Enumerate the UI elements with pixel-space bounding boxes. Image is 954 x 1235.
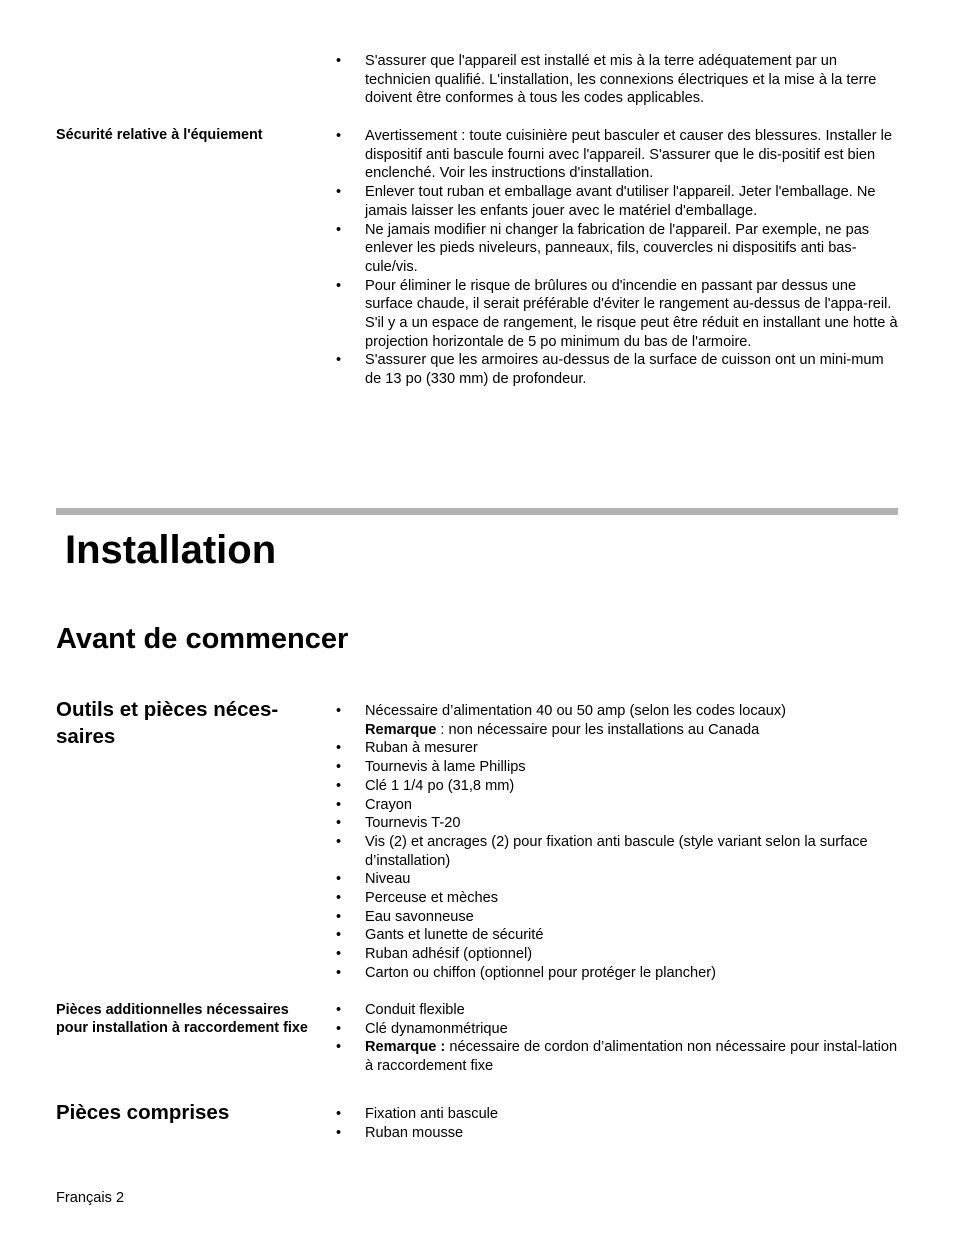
section-divider	[56, 508, 898, 515]
additional-list	[336, 1001, 902, 1076]
list-item: • Ruban adhésif (optionnel)	[336, 945, 902, 964]
list-item: • Clé dynamonmétrique	[336, 1020, 902, 1039]
list-item: • Tournevis T-20	[336, 814, 902, 833]
tools-list	[336, 702, 902, 983]
list-item: • Conduit flexible	[336, 1001, 902, 1020]
list-item: • S'assurer que l'appareil est installé et mis à la terre adéquatement par un technicien qualifié. L'installation, les connexions électriques et la mise à la terre doivent être conformes à tous les codes applicables.	[336, 52, 902, 108]
additional-label: Pièces additionnelles nécessaires pour installation à raccordement fixe	[56, 1002, 308, 1036]
page-footer: Français 2	[56, 1190, 125, 1206]
list-item: • Enlever tout ruban et emballage avant d'utiliser l'appareil. Jeter l'emballage. Ne jamais laisser les enfants jouer avec le matériel d'emballage.	[336, 183, 902, 220]
list-item: • Perceuse et mèches	[336, 889, 902, 908]
list-item: • Fixation anti bascule	[336, 1105, 902, 1124]
tools-first-item: Nécessaire d’alimentation 40 ou 50 amp (selon les codes locaux)	[365, 703, 787, 719]
additional-note-label: Remarque :	[365, 1039, 446, 1056]
list-item: • Ruban à mesurer	[336, 739, 902, 758]
list-item: • Ne jamais modifier ni changer la fabrication de l'appareil. Par exemple, ne pas enlever les pieds niveleurs, panneaux, fils, couvercles ni dispositifs anti bas-cule/vis.	[336, 221, 902, 277]
tools-note-label: Remarque	[365, 721, 437, 738]
list-item: • Carton ou chiffon (optionnel pour protéger le plancher)	[336, 964, 902, 983]
list-item: • Tournevis à lame Phillips	[336, 758, 902, 777]
avant-title: Avant de commencer	[56, 623, 349, 655]
list-item: • Gants et lunette de sécurité	[336, 926, 902, 945]
list-item: • Ruban mousse	[336, 1124, 902, 1143]
tools-note-text: : non nécessaire pour les installations au Canada	[436, 721, 760, 738]
list-item	[336, 702, 902, 739]
included-heading: Pièces comprises	[56, 1101, 230, 1124]
list-item: • Avertissement : toute cuisinière peut basculer et causer des blessures. Installer le dispositif anti bascule fourni avec l'appareil. S'assurer que le dis-positif est bien enclenché. Voir les instructions d'installation.	[336, 127, 902, 183]
list-item	[336, 1038, 902, 1075]
list-item: • Eau savonneuse	[336, 908, 902, 927]
installation-title: Installation	[65, 528, 277, 572]
list-item: • Pour éliminer le risque de brûlures ou d'incendie en passant par dessus une surface chaude, il serait préférable d'éviter le rangement au-dessus de l'appa-reil. S'il y a un espace de rangement, le risque peut être réduit en installant une hotte à projection horizontale de 5 po minimum du bas de l'armoire.	[336, 277, 902, 352]
list-item: • Crayon	[336, 796, 902, 815]
safety-label: Sécurité relative à l'équiement	[56, 127, 263, 143]
list-item: • Niveau	[336, 870, 902, 889]
additional-note-text: nécessaire de cordon d’alimentation non nécessaire pour instal-lation à raccordement fixe	[365, 1039, 898, 1075]
list-item: • Vis (2) et ancrages (2) pour fixation anti bascule (style variant selon la surface d’installation)	[336, 833, 902, 870]
included-list	[336, 1105, 902, 1142]
intro-list	[336, 52, 902, 108]
list-item: • S'assurer que les armoires au-dessus de la surface de cuisson ont un mini-mum de 13 po (330 mm) de profondeur.	[336, 351, 902, 388]
tools-heading: Outils et pièces néces-saires	[56, 698, 279, 748]
safety-list	[336, 127, 902, 389]
list-item: • Clé 1 1/4 po (31,8 mm)	[336, 777, 902, 796]
